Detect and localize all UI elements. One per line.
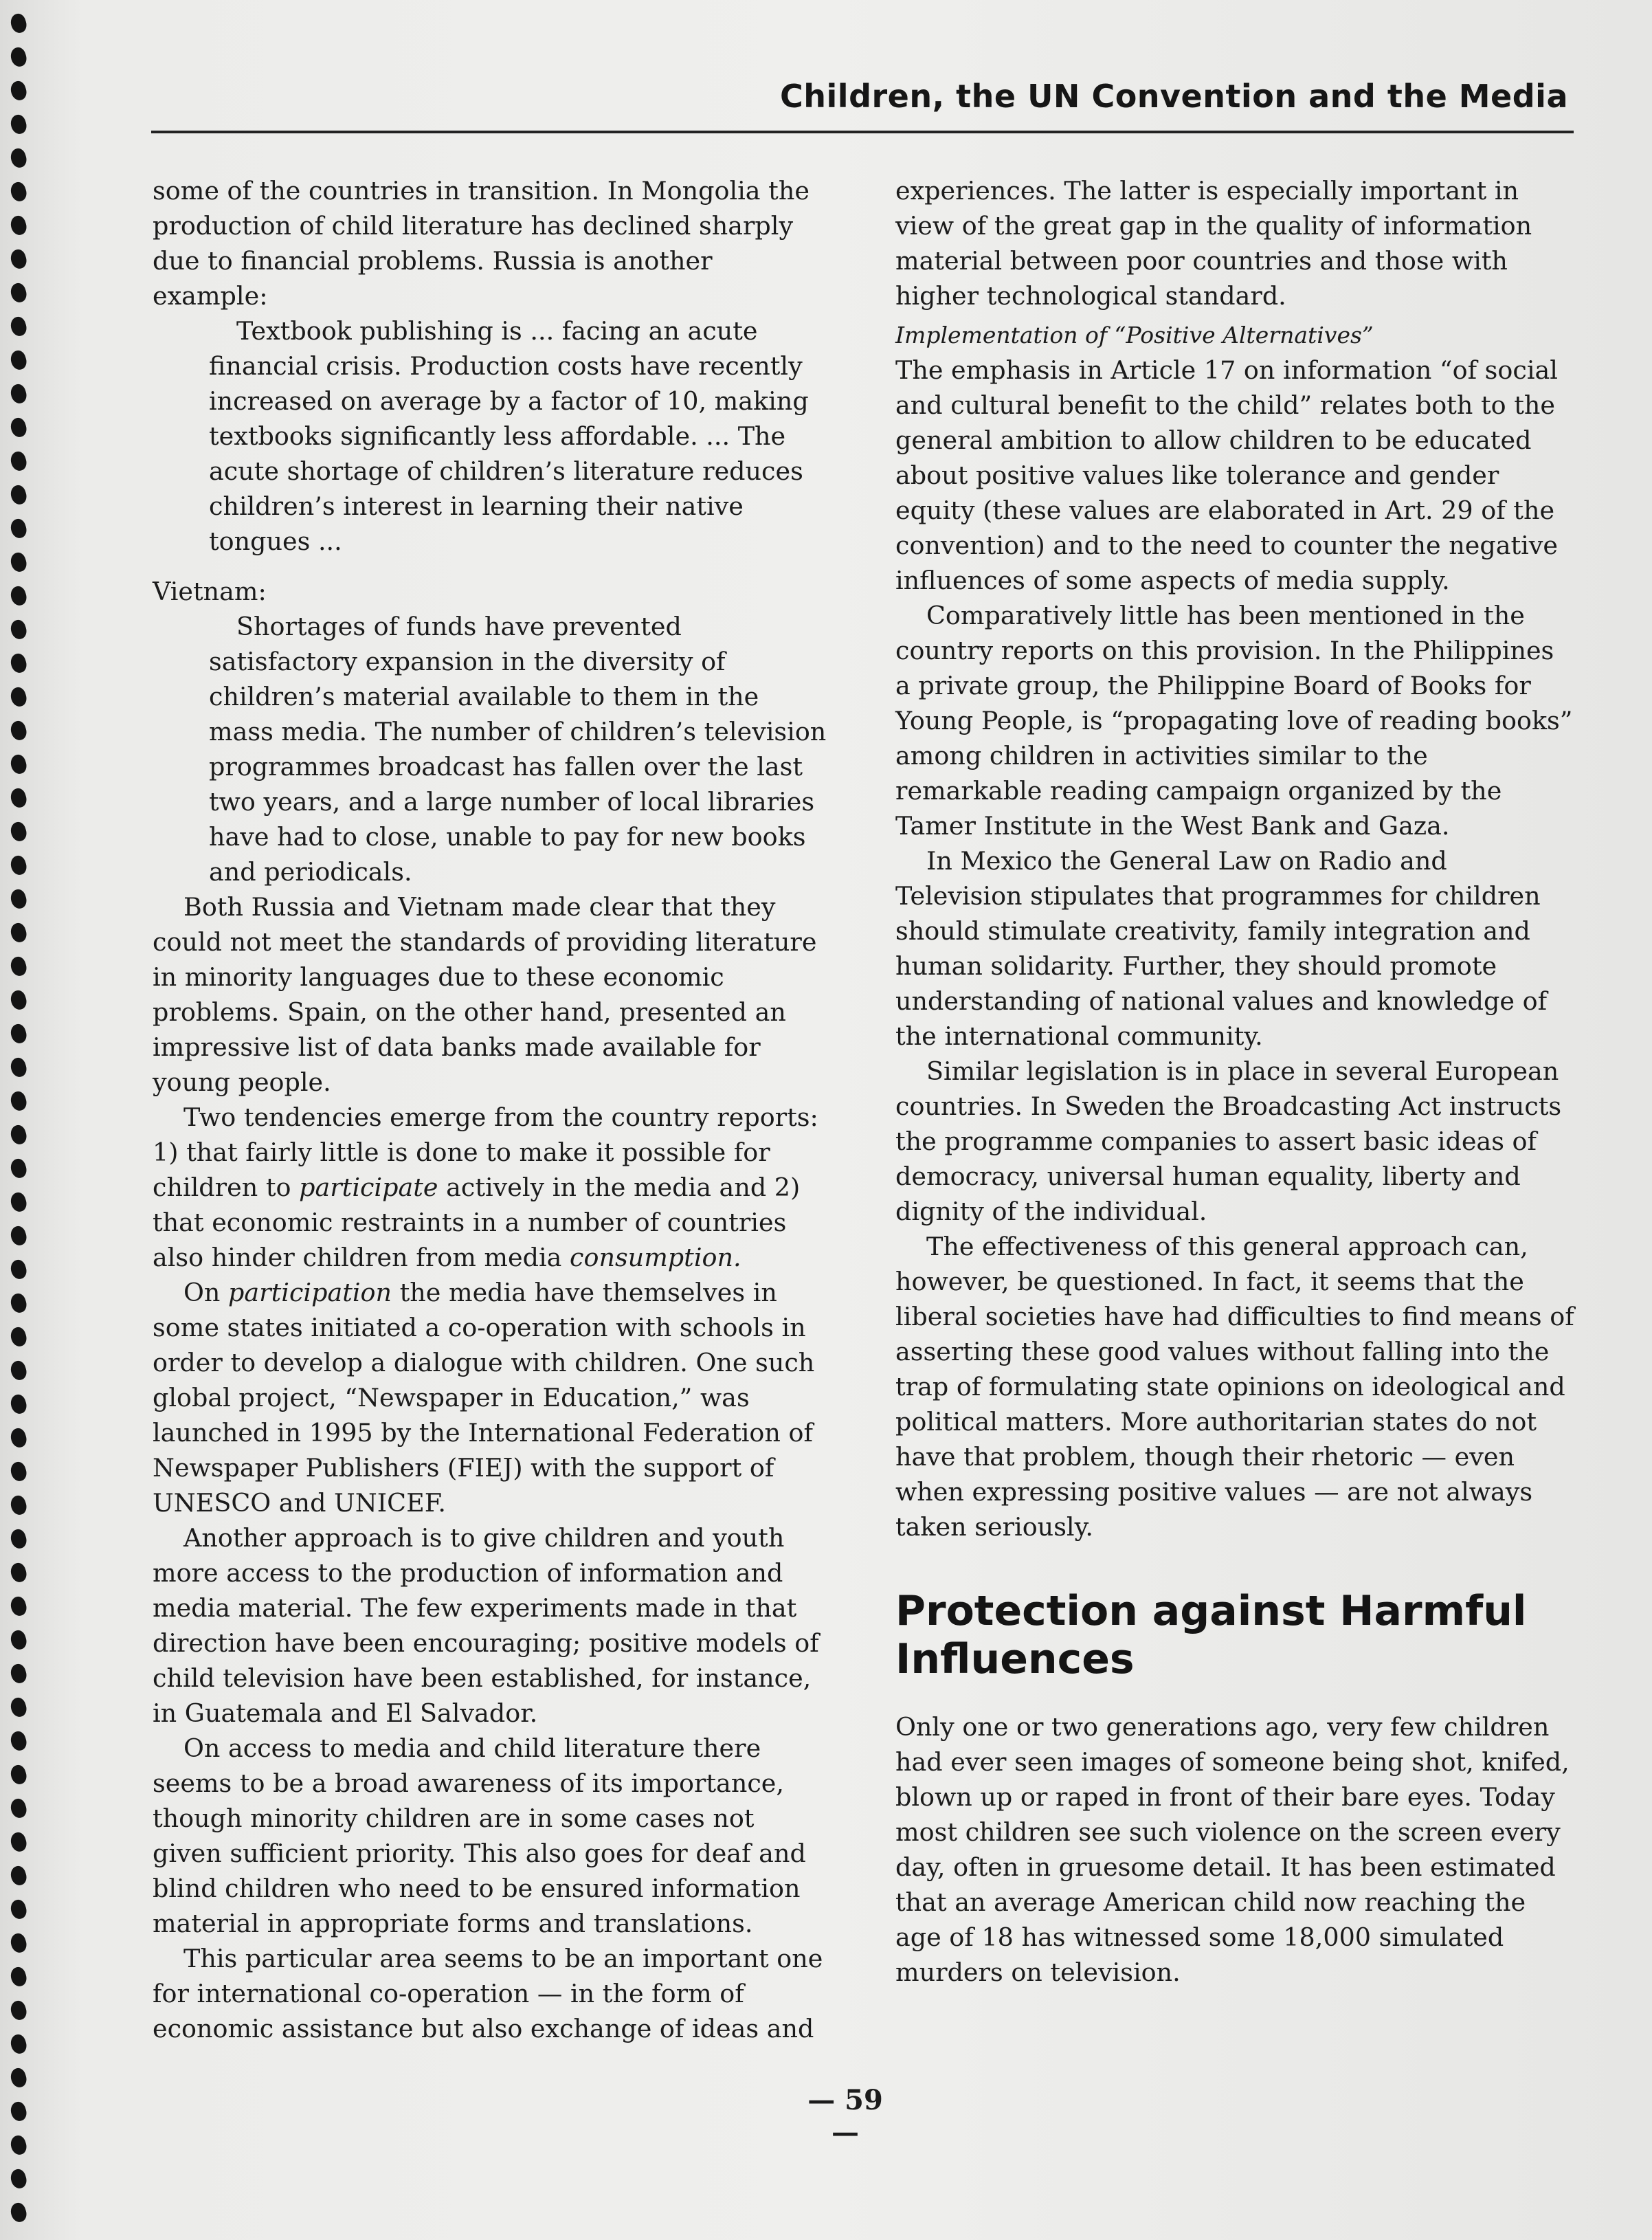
binding-ring (8, 1190, 29, 1213)
binding-ring (8, 1393, 29, 1415)
binding-ring (8, 79, 29, 102)
block-quote-vietnam: Shortages of funds have prevented satisfactory expansion in the diversity of children’s material available to them in the mass media. The number of children’s television programmes broadcast has fallen over the last two years, and a large number of local libraries have had to close, unable to pay for new books and periodicals. (209, 612, 827, 887)
block-quote-russia: Textbook publishing is ... facing an acute financial crisis. Production costs have recently increased on average by a factor of 10, making textbooks significantly less affordable. ... The acute shortage of children’s literature reduces children’s interest in learning their native tongues ... (209, 316, 809, 556)
binding-ring (8, 854, 29, 876)
section-heading: Protection against Harmful Influences (895, 1587, 1527, 1683)
binding-ring (8, 416, 29, 439)
binding-ring (8, 1965, 29, 1988)
binding-ring (8, 348, 29, 371)
binding-ring (8, 685, 29, 708)
paragraph: Similar legislation is in place in several European countries. In Sweden the Broadcasting Act instructs the programme companies to assert basic ideas of democracy, universal human equality, liberty and dignity of the individual. (895, 1056, 1562, 1226)
subheading: Implementation of “Positive Alternatives” (895, 322, 1374, 348)
binding-ring (8, 618, 29, 641)
paragraph: On access to media and child literature there seems to be a broad awareness of its importance, though minority children are in some cases not given sufficient priority. This also goes for deaf and blind children who need to be ensured information material in appropriate forms and translations. (153, 1733, 806, 1938)
paragraph: In Mexico the General Law on Radio and Television stipulates that programmes for children should stimulate creativity, family integration and human solidarity. Further, they should promote understanding of national values and knowledge of the international community. (895, 846, 1548, 1051)
binding-ring (8, 45, 29, 68)
binding-ring (8, 1729, 29, 1752)
paragraph: Another approach is to give children and youth more access to the production of information and media material. The few experiments made in that direction have been encouraging; positive models of child television have been established, for instance, in Guatemala and El Salvador. (153, 1523, 819, 1728)
emphasis: participation (228, 1278, 392, 1307)
binding-ring (8, 551, 29, 573)
binding-ring (8, 2167, 29, 2190)
text-run: On (183, 1278, 229, 1307)
binding-ring (8, 315, 29, 337)
left-column (153, 173, 829, 2046)
binding-ring (8, 1089, 29, 1112)
binding-ring (8, 1291, 29, 1314)
binding-ring (8, 1595, 29, 1617)
emphasis: consumption. (570, 1243, 741, 1272)
binding-ring (8, 2201, 29, 2224)
binding-ring (8, 887, 29, 910)
binding-ring (8, 450, 29, 472)
page-number: — 59 — (807, 2084, 883, 2149)
binding-ring (8, 719, 29, 742)
binding-ring (8, 247, 29, 270)
binding-ring (8, 2032, 29, 2055)
binding-ring (8, 584, 29, 607)
binding-ring (8, 1123, 29, 1146)
binding-ring (8, 1426, 29, 1449)
paragraph: some of the countries in transition. In Mongolia the production of child literature has declined sharply due to financial problems. Russia is another example: (153, 176, 810, 311)
binding-ring (8, 1325, 29, 1348)
binding-ring (8, 1662, 29, 1685)
text-run: actively in the media and 2) that economic restraints in a number of countries also hinder children from media (153, 1173, 801, 1272)
paragraph: experiences. The latter is especially important in view of the great gap in the quality of information material between poor countries and those with higher technological standard. (895, 176, 1532, 311)
binding-ring (8, 1763, 29, 1786)
binding-ring (8, 820, 29, 843)
binding-ring (8, 1628, 29, 1651)
paragraph: The effectiveness of this general approach can, however, be questioned. In fact, it seems that the liberal societies have had difficulties to find means of asserting these good values without falling into the trap of formulating state opinions on ideological and political matters. More authoritarian states do not have that problem, though their rhetoric — even when expressing positive values — are not always taken seriously. (895, 1232, 1574, 1542)
binding-ring (8, 2100, 29, 2122)
binding-ring (8, 1494, 29, 1516)
right-column (895, 173, 1576, 1990)
binding-ring (8, 786, 29, 809)
binding-ring (8, 180, 29, 203)
binding-ring (8, 382, 29, 405)
binding-ring (8, 1864, 29, 1887)
paragraph: Only one or two generations ago, very few children had ever seen images of someone being shot, knifed, blown up or raped in front of their bare eyes. Today most children see such violence on the screen every day, often in gruesome detail. It has been estimated that an average American child now reaching the age of 18 has witnessed some 18,000 simulated murders on television. (895, 1712, 1570, 1987)
binding-ring (8, 1460, 29, 1483)
binding-ring (8, 1359, 29, 1382)
paragraph (153, 1275, 829, 1520)
binding-ring (8, 517, 29, 540)
binding-ring (8, 652, 29, 674)
binding-ring (8, 921, 29, 944)
paragraph: Both Russia and Vietnam made clear that they could not meet the standards of providing literature in minority languages due to these economic problems. Spain, on the other hand, presented an impressive list of data banks made available for young people. (153, 892, 817, 1097)
binding-ring (8, 753, 29, 775)
vietnam-label: Vietnam: (153, 577, 267, 606)
binding-ring (8, 1527, 29, 1550)
binding-ring (8, 988, 29, 1011)
binding-ring (8, 214, 29, 236)
binding-ring (8, 1258, 29, 1280)
binding-ring (8, 1797, 29, 1819)
binding-ring (8, 1696, 29, 1718)
text-run: Two tendencies emerge from the country reports: 1) that fairly little is done to make it possible for children to (153, 1102, 818, 1202)
binding-ring (8, 2066, 29, 2089)
running-header (151, 65, 1574, 133)
binding-ring (8, 1999, 29, 2021)
binding-ring (8, 1224, 29, 1247)
binding-ring (8, 113, 29, 135)
emphasis: participate (299, 1173, 438, 1202)
spiral-binding (7, 14, 34, 2227)
binding-ring (8, 955, 29, 977)
paragraph: This particular area seems to be an important one for international co-operation — in the form of economic assistance but also exchange of ideas and (153, 1944, 823, 2043)
binding-ring (8, 1830, 29, 1853)
paragraph: Comparatively little has been mentioned in the country reports on this provision. In the Philippines a private group, the Philippine Board of Books for Young People, is “propagating love of reading books” among children in activities similar to the remarkable reading campaign organized by the Tamer Institute in the West Bank and Gaza. (895, 601, 1573, 841)
binding-ring (8, 12, 29, 34)
binding-ring (8, 1157, 29, 1179)
binding-ring (8, 1056, 29, 1078)
binding-ring (8, 1022, 29, 1045)
running-title: Children, the UN Convention and the Media (780, 78, 1568, 115)
binding-ring (8, 483, 29, 506)
binding-ring (8, 1931, 29, 1954)
binding-ring (8, 1898, 29, 1920)
binding-ring (8, 146, 29, 169)
paragraph: The emphasis in Article 17 on information “of social and cultural benefit to the child” relates both to the general ambition to allow children to be educated about positive values like tolerance and gender equity (these values are elaborated in Art. 29 of the convention) and to the need to counter the negative influences of some aspects of media supply. (895, 355, 1559, 595)
paragraph (153, 1100, 829, 1275)
text-run: the media have themselves in some states initiated a co-operation with schools in order to develop a dialogue with children. One such global project, “Newspaper in Education,” was launched in 1995 by the International Federation of Newspaper Publishers (FIEJ) with the support of UNESCO and UNICEF. (153, 1278, 815, 1518)
binding-ring (8, 1561, 29, 1584)
binding-ring (8, 2133, 29, 2156)
binding-ring (8, 281, 29, 304)
